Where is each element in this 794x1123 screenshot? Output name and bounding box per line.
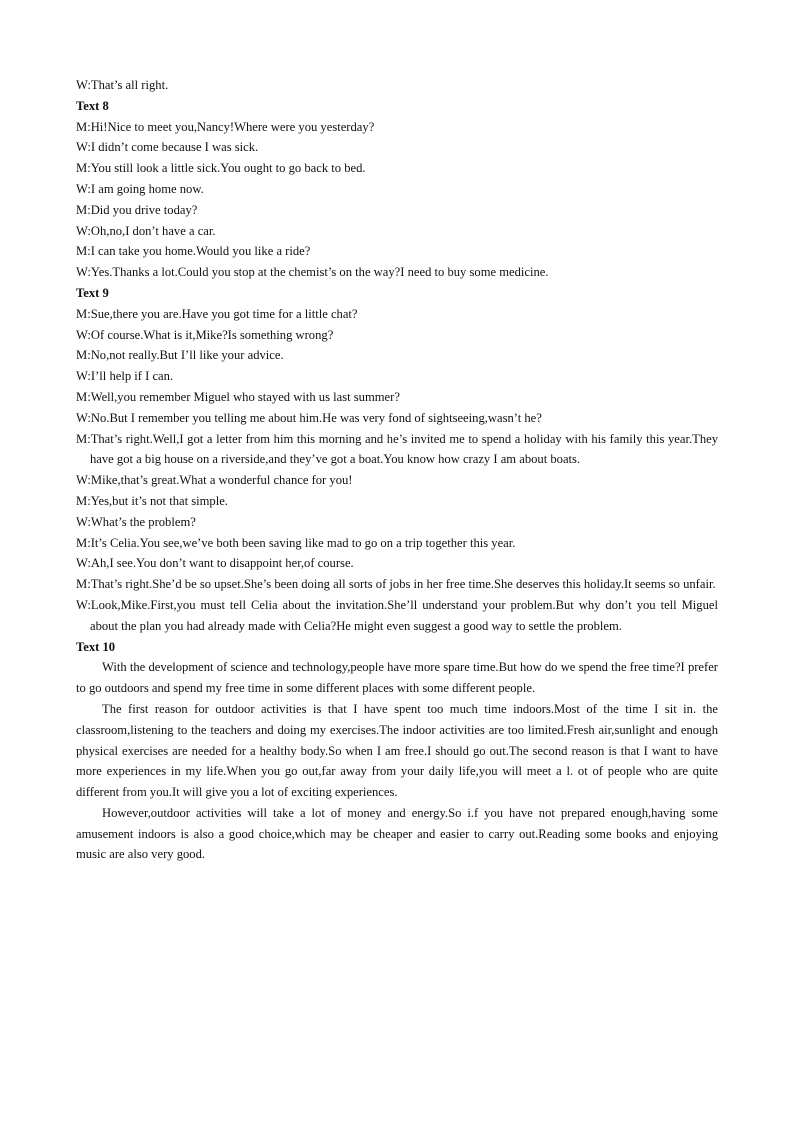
dialogue-line: W:I’ll help if I can. <box>76 369 174 384</box>
dialogue-line: M:That’s right.Well,I got a letter from him this morning and he’s invited me to spend a holiday with his family this year.They have got a big house on a riverside,and they’ve got a boat.You know how crazy I am about boats. <box>76 431 718 467</box>
dialogue-line: W:Oh,no,I don’t have a car. <box>76 223 216 238</box>
dialogue-line: M:Hi!Nice to meet you,Nancy!Where were you yesterday? <box>76 119 375 134</box>
dialogue-line: W:Look,Mike.First,you must tell Celia about the invitation.She’ll understand your problem.But why don’t you tell Miguel about the plan you had already made with Celia?He might even suggest a good way to settle the problem. <box>76 597 718 633</box>
dialogue-line: W:No.But I remember you telling me about him.He was very fond of sightseeing,wasn’t he? <box>76 410 542 425</box>
dialogue-line: M:Well,you remember Miguel who stayed with us last summer? <box>76 389 400 404</box>
dialogue-line: W:Yes.Thanks a lot.Could you stop at the chemist’s on the way?I need to buy some medicine. <box>76 265 549 280</box>
dialogue-line: W:Of course.What is it,Mike?Is something wrong? <box>76 327 334 342</box>
dialogue-line: M:That’s right.She’d be so upset.She’s been doing all sorts of jobs in her free time.She deserves this holiday.It seems so unfair. <box>76 577 716 592</box>
dialogue-line: M:It’s Celia.You see,we’ve both been saving like mad to go on a trip together this year. <box>76 535 516 550</box>
dialogue-line: W:Ah,I see.You don’t want to disappoint her,of course. <box>76 556 354 571</box>
paragraph: However,outdoor activities will take a lot of money and energy.So i.f you have not prepared enough,having some amusement indoors is also a good choice,which may be cheaper and easier to carry out.Reading some books and enjoying music are also very good. <box>76 805 718 862</box>
paragraph: With the development of science and technology,people have more spare time.But how do we spend the free time?I prefer to go outdoors and spend my free time in some different places with some different people. <box>76 660 718 696</box>
dialogue-line: M:Sue,there you are.Have you got time for a little chat? <box>76 306 358 321</box>
dialogue-line: M:Yes,but it’s not that simple. <box>76 493 228 508</box>
text10-heading: Text 10 <box>76 639 116 654</box>
dialogue-line: W:I didn’t come because I was sick. <box>76 140 259 155</box>
dialogue-line: M:You still look a little sick.You ought to go back to bed. <box>76 161 366 176</box>
text9-heading: Text 9 <box>76 285 109 300</box>
dialogue-line: W:What’s the problem? <box>76 514 196 529</box>
dialogue-line: M:I can take you home.Would you like a ride? <box>76 244 311 259</box>
text8-heading: Text 8 <box>76 98 109 113</box>
document-page <box>76 75 718 865</box>
dialogue-line: M:No,not really.But I’ll like your advice. <box>76 348 284 363</box>
dialogue-line: M:Did you drive today? <box>76 202 198 217</box>
dialogue-line: W:Mike,that’s great.What a wonderful chance for you! <box>76 473 353 488</box>
paragraph: The first reason for outdoor activities is that I have spent too much time indoors.Most of the time I sit in. the classroom,listening to the teachers and doing my exercises.The indoor activities are too limited.Fresh air,sunlight and enough physical exercises are needed for a healthy body.So when I am free.I should go out.The second reason is that I want to have more experiences in my life.When you go out,far away from your daily life,you will meet a l. ot of people who are quite different from you.It will give you a lot of exciting experiences. <box>76 701 718 800</box>
dialogue-line: W:I am going home now. <box>76 181 204 196</box>
dialogue-line: W:That’s all right. <box>76 78 169 92</box>
